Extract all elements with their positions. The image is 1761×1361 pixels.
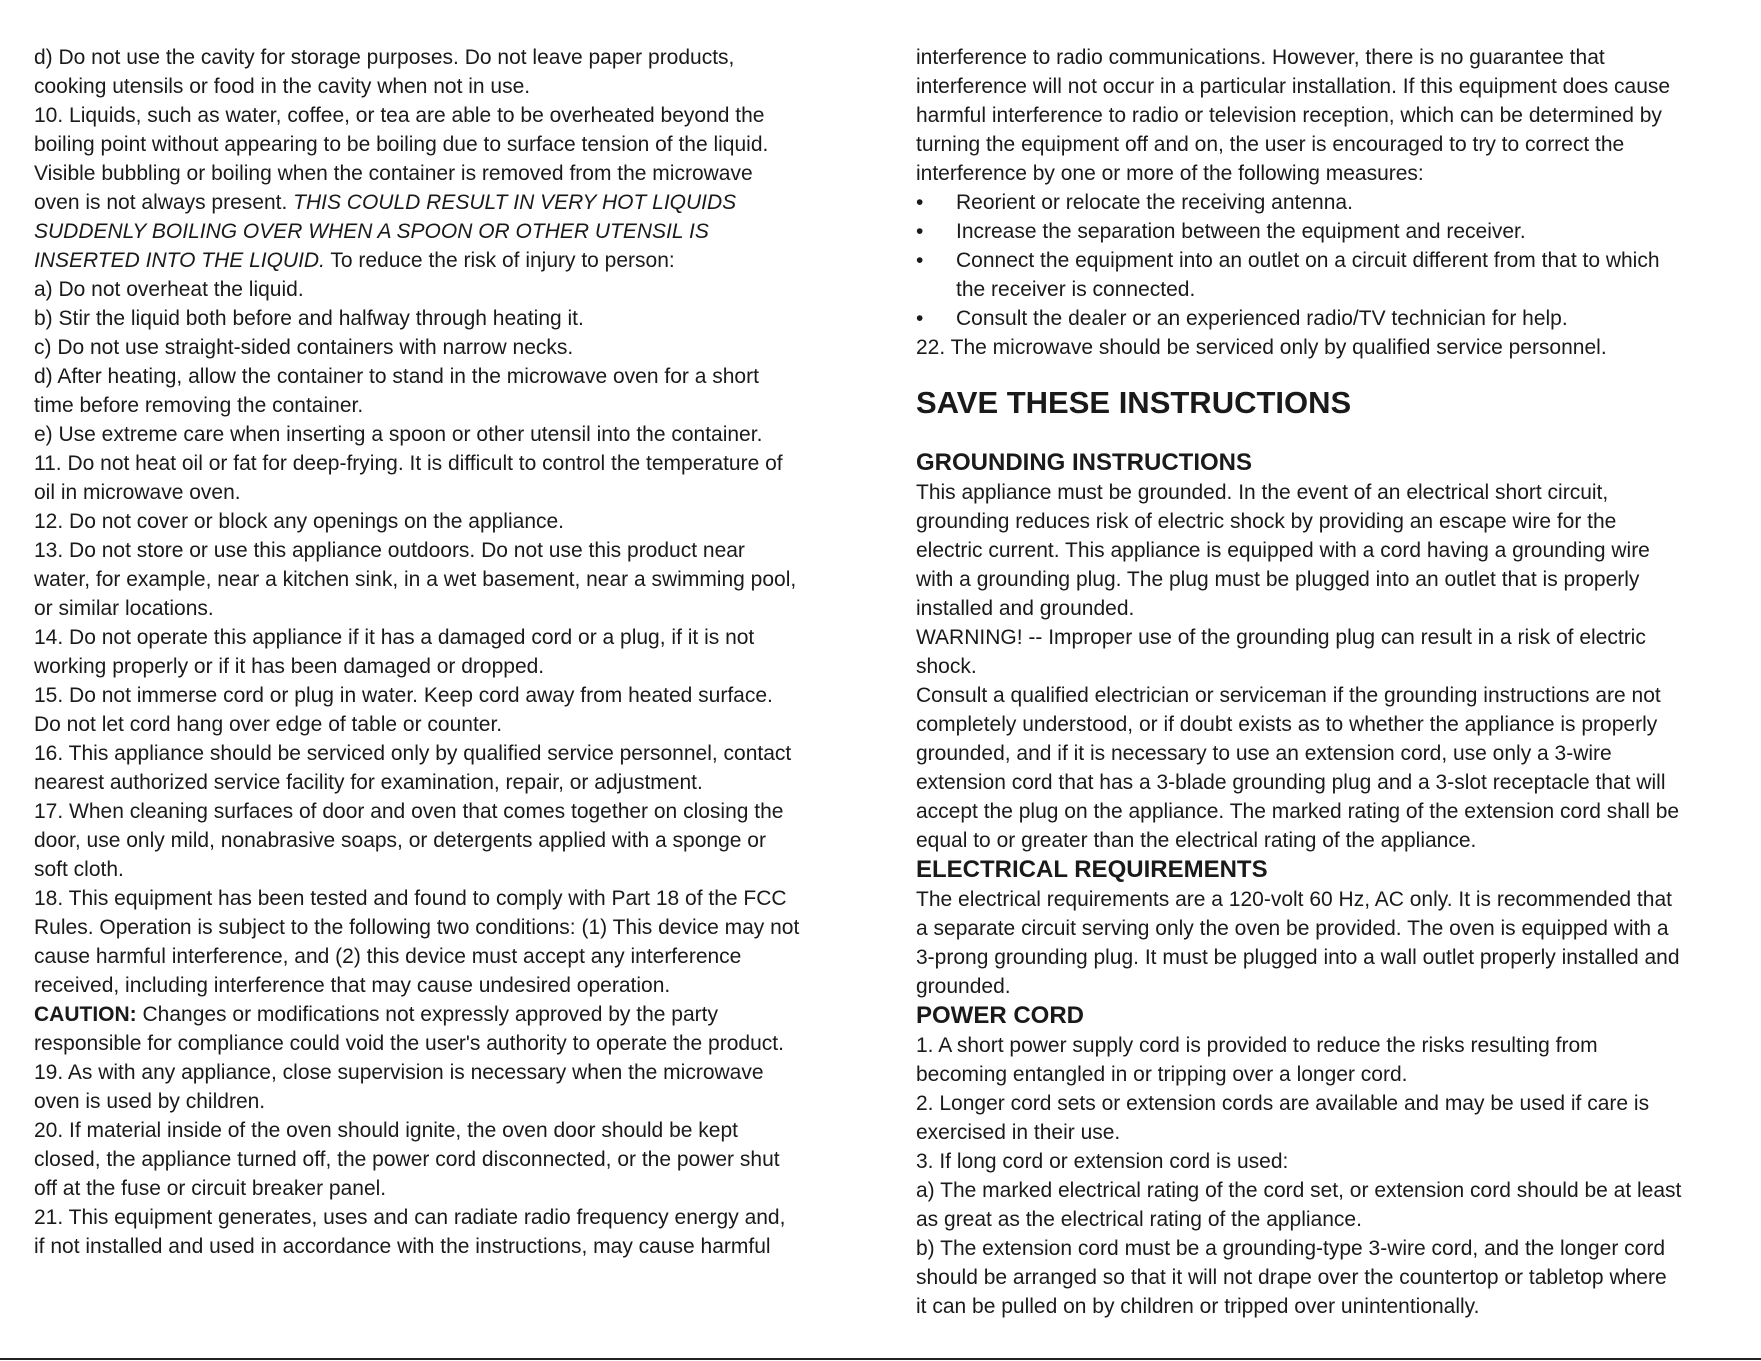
text-line: 1. A short power supply cord is provided to reduce the risks resulting from: [916, 1034, 1598, 1057]
text-line: 17. When cleaning surfaces of door and oven that comes together on closing the: [34, 800, 784, 823]
text-line: 3. If long cord or extension cord is used:: [916, 1150, 1289, 1173]
text-line: 18. This equipment has been tested and found to comply with Part 18 of the FCC: [34, 887, 787, 910]
bullet-text: Consult the dealer or an experienced radio/TV technician for help.: [956, 307, 1568, 330]
left-column: [34, 43, 864, 1261]
text-line: Visible bubbling or boiling when the container is removed from the microwave: [34, 162, 753, 185]
text-line: interference to radio communications. However, there is no guarantee that: [916, 46, 1605, 69]
right-column: [916, 43, 1736, 1321]
text-line: 22. The microwave should be serviced only by qualified service personnel.: [916, 336, 1607, 359]
text-line: off at the fuse or circuit breaker panel.: [34, 1177, 387, 1200]
text-line: c) Do not use straight-sided containers with narrow necks.: [34, 336, 574, 359]
text-line: becoming entangled in or tripping over a longer cord.: [916, 1063, 1408, 1086]
text-line: cause harmful interference, and (2) this device must accept any interference: [34, 945, 742, 968]
text-line: extension cord that has a 3-blade grounding plug and a 3-slot receptacle that will: [916, 771, 1666, 794]
text-line: installed and grounded.: [916, 597, 1135, 620]
bullet-text: Connect the equipment into an outlet on a circuit different from that to which: [956, 249, 1660, 272]
bullet-text: Increase the separation between the equipment and receiver.: [956, 220, 1526, 243]
bullet-icon: •: [916, 249, 924, 272]
grounding-heading: GROUNDING INSTRUCTIONS: [916, 449, 1252, 476]
text-line: as great as the electrical rating of the appliance.: [916, 1208, 1362, 1231]
text-line: [34, 217, 864, 246]
text-line: This appliance must be grounded. In the event of an electrical short circuit,: [916, 481, 1609, 504]
text-line: WARNING! -- Improper use of the grounding plug can result in a risk of electric: [916, 626, 1646, 649]
text-line: b) The extension cord must be a grounding-type 3-wire cord, and the longer cord: [916, 1237, 1666, 1260]
text-line: received, including interference that may cause undesired operation.: [34, 974, 671, 997]
text-line: cooking utensils or food in the cavity when not in use.: [34, 75, 531, 98]
text-line: electric current. This appliance is equipped with a cord having a grounding wire: [916, 539, 1650, 562]
text-line: accept the plug on the appliance. The marked rating of the extension cord shall be: [916, 800, 1680, 823]
text-line: 16. This appliance should be serviced only by qualified service personnel, contact: [34, 742, 792, 765]
text-line: boiling point without appearing to be boiling due to surface tension of the liquid.: [34, 133, 769, 156]
text-line: turning the equipment off and on, the user is encouraged to try to correct the: [916, 133, 1625, 156]
save-instructions-heading: SAVE THESE INSTRUCTIONS: [916, 385, 1352, 420]
text-line: 19. As with any appliance, close supervision is necessary when the microwave: [34, 1061, 764, 1084]
text-line: equal to or greater than the electrical rating of the appliance.: [916, 829, 1477, 852]
bullet-icon: •: [916, 191, 924, 214]
bullet-icon: •: [916, 307, 924, 330]
text-line: [34, 246, 864, 275]
text-line: 12. Do not cover or block any openings on the appliance.: [34, 510, 565, 533]
text-line: 14. Do not operate this appliance if it has a damaged cord or a plug, if it is not: [34, 626, 755, 649]
warning-italic: THIS COULD RESULT IN VERY HOT LIQUIDS: [293, 191, 737, 214]
caution-label: CAUTION:: [34, 1003, 137, 1026]
text-line: e) Use extreme care when inserting a spoon or other utensil into the container.: [34, 423, 763, 446]
text-line: a) The marked electrical rating of the cord set, or extension cord should be at least: [916, 1179, 1682, 1202]
bullet-item: [916, 188, 1736, 217]
power-cord-heading: POWER CORD: [916, 1002, 1084, 1029]
bullet-item: [916, 304, 1736, 333]
text-line: Rules. Operation is subject to the following two conditions: (1) This device may not: [34, 916, 800, 939]
text-line: The electrical requirements are a 120-volt 60 Hz, AC only. It is recommended that: [916, 888, 1672, 911]
caution-line: [34, 1000, 864, 1029]
text-line: interference by one or more of the following measures:: [916, 162, 1424, 185]
text-line: grounded.: [916, 975, 1011, 998]
text-line: exercised in their use.: [916, 1121, 1121, 1144]
text-line: 20. If material inside of the oven should ignite, the oven door should be kept: [34, 1119, 738, 1142]
text-line: closed, the appliance turned off, the power cord disconnected, or the power shut: [34, 1148, 780, 1171]
electrical-heading: ELECTRICAL REQUIREMENTS: [916, 856, 1268, 883]
text-line: oil in microwave oven.: [34, 481, 241, 504]
text-line: [34, 188, 864, 217]
text-line: a separate circuit serving only the oven be provided. The oven is equipped with a: [916, 917, 1669, 940]
bullet-text: Reorient or relocate the receiving antenna.: [956, 191, 1353, 214]
text-line: 10. Liquids, such as water, coffee, or tea are able to be overheated beyond the: [34, 104, 765, 127]
text-line: water, for example, near a kitchen sink, in a wet basement, near a swimming pool,: [34, 568, 797, 591]
text-line: working properly or if it has been damaged or dropped.: [34, 655, 545, 678]
text-line: oven is used by children.: [34, 1090, 266, 1113]
text-line: d) Do not use the cavity for storage purposes. Do not leave paper products,: [34, 46, 735, 69]
text-line: 15. Do not immerse cord or plug in water. Keep cord away from heated surface.: [34, 684, 773, 707]
text-span: To reduce the risk of injury to person:: [324, 249, 675, 272]
text-line: shock.: [916, 655, 977, 678]
text-line: harmful interference to radio or television reception, which can be determined by: [916, 104, 1662, 127]
text-line: grounding reduces risk of electric shock by providing an escape wire for the: [916, 510, 1617, 533]
bullet-icon: •: [916, 220, 924, 243]
text-line: it can be pulled on by children or tripped over unintentionally.: [916, 1295, 1480, 1318]
text-line: Do not let cord hang over edge of table or counter.: [34, 713, 503, 736]
text-line: nearest authorized service facility for examination, repair, or adjustment.: [34, 771, 703, 794]
warning-italic: SUDDENLY BOILING OVER WHEN A SPOON OR OTHER UTENSIL IS: [34, 220, 709, 243]
text-line: a) Do not overheat the liquid.: [34, 278, 304, 301]
text-line: should be arranged so that it will not drape over the countertop or tabletop where: [916, 1266, 1667, 1289]
text-line: 11. Do not heat oil or fat for deep-frying. It is difficult to control the temperature of: [34, 452, 783, 475]
text-line: Consult a qualified electrician or serviceman if the grounding instructions are not: [916, 684, 1661, 707]
text-line: responsible for compliance could void the user's authority to operate the product.: [34, 1032, 784, 1055]
text-line: if not installed and used in accordance with the instructions, may cause harmful: [34, 1235, 771, 1258]
text-line: or similar locations.: [34, 597, 214, 620]
text-line: soft cloth.: [34, 858, 124, 881]
bullet-continuation: [916, 275, 1736, 304]
text-span: oven is not always present.: [34, 191, 294, 214]
text-line: 13. Do not store or use this appliance outdoors. Do not use this product near: [34, 539, 745, 562]
text-line: completely understood, or if doubt exists as to whether the appliance is properly: [916, 713, 1658, 736]
text-line: 21. This equipment generates, uses and can radiate radio frequency energy and,: [34, 1206, 786, 1229]
text-line: d) After heating, allow the container to stand in the microwave oven for a short: [34, 365, 759, 388]
text-line: time before removing the container.: [34, 394, 364, 417]
text-span: Changes or modifications not expressly approved by the party: [136, 1003, 718, 1026]
text-line: with a grounding plug. The plug must be plugged into an outlet that is properly: [916, 568, 1640, 591]
text-line: grounded, and if it is necessary to use an extension cord, use only a 3-wire: [916, 742, 1612, 765]
bullet-item: [916, 246, 1736, 275]
text-line: 3-prong grounding plug. It must be plugged into a wall outlet properly installed and: [916, 946, 1680, 969]
text-line: door, use only mild, nonabrasive soaps, or detergents applied with a sponge or: [34, 829, 766, 852]
text-line: 2. Longer cord sets or extension cords are available and may be used if care is: [916, 1092, 1650, 1115]
text-line: b) Stir the liquid both before and halfway through heating it.: [34, 307, 584, 330]
bottom-rule: [0, 1358, 1761, 1360]
text-line: interference will not occur in a particular installation. If this equipment does cause: [916, 75, 1671, 98]
bullet-item: [916, 217, 1736, 246]
warning-italic: INSERTED INTO THE LIQUID.: [34, 249, 325, 272]
bullet-text: the receiver is connected.: [956, 278, 1196, 301]
